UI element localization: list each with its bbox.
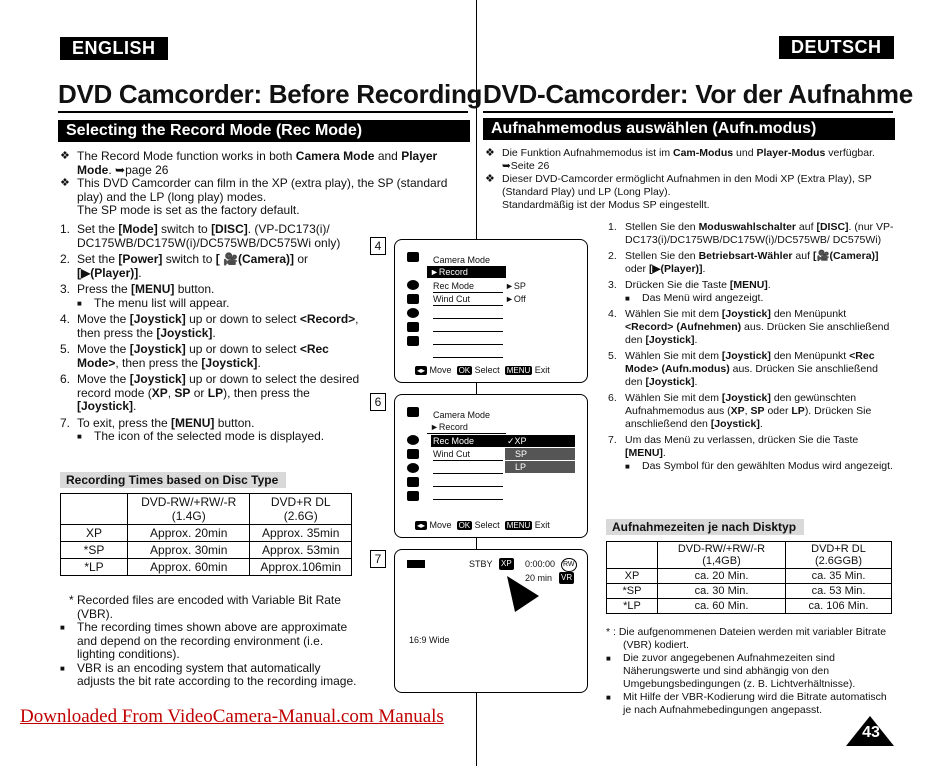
screen-step-6: 6: [370, 393, 386, 411]
record-icon: [407, 280, 419, 290]
section-title-en: Selecting the Record Mode (Rec Mode): [58, 120, 470, 142]
step-item: 4. Wählen Sie mit dem [Joystick] den Menüpunkt <Record> (Aufnehmen) aus. Drücken Sie anschließend den [Joystick].: [608, 308, 890, 346]
page-title-de: DVD-Camcorder: Vor der Aufnahme: [483, 79, 913, 109]
step-sub: ■ The menu list will appear.: [77, 297, 360, 311]
stby-label: STBY: [469, 559, 493, 569]
screen-step-4: 4: [370, 237, 386, 255]
settings-icon: [407, 477, 419, 487]
ok-icon: OK: [458, 366, 471, 375]
menu-line: [433, 344, 503, 345]
note-item: * Recorded files are encoded with Variable Bit Rate (VBR).: [69, 593, 341, 621]
rw-disc-icon: RW: [561, 558, 577, 572]
option-xp: ✓XP: [505, 435, 575, 447]
english-label: ENGLISH: [60, 37, 168, 60]
page-number: 43: [862, 724, 880, 741]
step-item: 7. Um das Menü zu verlassen, drücken Sie die Taste [MENU]. ■ Das Symbol für den gewählten Modus wird angezeigt.: [608, 434, 895, 473]
pointer-arrow-icon: [505, 574, 541, 614]
menu-icon: MENU: [506, 521, 531, 530]
recording-times-table-de: [606, 541, 892, 614]
camera-icon: [407, 407, 419, 417]
steps-de: [608, 221, 895, 476]
recording-times-table-en: [60, 493, 352, 576]
menu-item-rec-mode: Rec Mode: [433, 280, 503, 293]
intro-item: ❖ Dieser DVD-Camcorder ermöglicht Aufnahmen in den Modi XP (Extra Play), SP (Standard Play) und LP (Long Play). Standardmäßig ist der Modus SP eingestellt.: [485, 173, 885, 212]
step-item: 6. Wählen Sie mit dem [Joystick] den gewünschten Aufnahmemodus aus (XP, SP oder LP). Drücken Sie anschließend den [Joystick].: [608, 392, 872, 430]
download-link[interactable]: Downloaded From VideoCamera-Manual.com Manuals: [20, 706, 444, 727]
menu-line: [433, 331, 503, 332]
title-rule-de: [483, 111, 893, 113]
step-item: 1. Set the [Mode] switch to [DISC]. (VP-DC173(i)/ DC175WB/DC175W(i)/DC575WB/DC575Wi only): [60, 222, 341, 250]
menu-item-record: ►Record: [427, 266, 506, 278]
menu-line: [433, 357, 503, 358]
deutsch-label: DEUTSCH: [779, 36, 894, 59]
step-sub: ■ Das Symbol für den gewählten Modus wird angezeigt.: [625, 460, 895, 473]
gear-icon: [407, 491, 419, 501]
gear-icon: [407, 336, 419, 346]
step-item: 3. Drücken Sie die Taste [MENU]. ■ Das Menü wird angezeigt.: [608, 279, 895, 305]
table-row: *SP ca. 30 Min. ca. 53 Min.: [607, 584, 892, 599]
intro-item: ❖ This DVD Camcorder can film in the XP (extra play), the SP (standard play) and the LP (long play) modes. The SP mode is set as the factory default.: [60, 177, 455, 218]
step-sub: ■ Das Menü wird angezeigt.: [625, 292, 895, 305]
table-row: *LP ca. 60 Min. ca. 106 Min.: [607, 599, 892, 614]
intro-item: ❖ Die Funktion Aufnahmemodus ist im Cam-Modus und Player-Modus verfügbar. ➥Seite 26: [485, 147, 885, 173]
table-row: *LP Approx. 60min Approx.106min: [61, 559, 352, 576]
settings-icon: [407, 322, 419, 332]
step-item: 1. Stellen Sie den Moduswahlschalter auf [DISC]. (nur VP-DC173(i)/DC175WB/DC175W(i)/DC575WB/ DC575Wi): [608, 221, 894, 246]
time-counter: 0:00:00: [525, 559, 556, 569]
note-item: ■ Die zuvor angegebenen Aufnahmezeiten sind Näherungswerte und sind abhängig von den Umgebungsbedingungen (z. B. Lichtverhältnisse).: [606, 652, 896, 691]
menu-line: [433, 318, 503, 319]
recording-times-title-de: Aufnahmezeiten je nach Disktyp: [606, 519, 804, 535]
table-row: DVD-RW/+RW/-R (1.4G) DVD+R DL (2.6G): [61, 494, 352, 525]
xp-indicator: XP: [501, 559, 512, 568]
note-item: ■ VBR is an encoding system that automatically adjusts the bit rate according to the recording image.: [60, 662, 360, 689]
menu-item-wind-cut: Wind Cut: [433, 293, 503, 306]
record-icon: [407, 435, 419, 445]
option-sp: SP: [505, 448, 575, 460]
status-screen-7: [394, 549, 588, 693]
menu-line: [433, 473, 503, 474]
step-item: 5. Wählen Sie mit dem [Joystick] den Menüpunkt <Rec Mode> (Aufn.modus) aus. Drücken Sie anschließend den [Joystick].: [608, 350, 878, 388]
note-item: ■ Mit Hilfe der VBR-Kodierung wird die Bitrate automatisch je nach Aufnahmebedingungen angepasst.: [606, 691, 896, 717]
menu-item-wind-cut: Wind Cut: [433, 448, 503, 461]
menu-line: [433, 486, 503, 487]
menu-screen-4: [394, 239, 588, 383]
intro-de: [485, 147, 885, 212]
wide-label: 16:9 Wide: [409, 635, 450, 645]
menu-title: Camera Mode: [433, 255, 491, 265]
option-lp: LP: [505, 461, 575, 473]
table-row: XP Approx. 20min Approx. 35min: [61, 525, 352, 542]
camera-icon: [407, 252, 419, 262]
remaining-time: 20 min: [525, 573, 553, 583]
step-item: 4. Move the [Joystick] up or down to select <Record>, then press the [Joystick].: [60, 312, 359, 340]
step-item: 2. Stellen Sie den Betriebsart-Wähler auf [🎥(Camera)] oder [▶(Player)].: [608, 250, 879, 275]
menu-line: [433, 499, 503, 500]
note-item: * : Die aufgenommenen Dateien werden mit variabler Bitrate (VBR) kodiert.: [606, 626, 887, 651]
notes-de: [606, 626, 896, 717]
move-icon: ◂▸: [417, 366, 426, 375]
recording-times-title-en: Recording Times based on Disc Type: [60, 472, 286, 488]
step-item: 7. To exit, press the [MENU] button. ■ The icon of the selected mode is displayed.: [60, 417, 360, 444]
title-rule-en: [58, 111, 468, 113]
step-item: 6. Move the [Joystick] up or down to select the desired record mode (XP, SP or LP), then press the [Joystick].: [60, 372, 360, 413]
battery-icon: [407, 560, 425, 568]
photo-icon: [407, 449, 419, 459]
menu-title: Camera Mode: [433, 410, 491, 420]
disc-icon: [407, 308, 419, 318]
photo-icon: [407, 294, 419, 304]
menu-hints: ◂▸ Move OK Select MENU Exit: [417, 365, 550, 375]
notes-en: [60, 594, 360, 689]
menu-hints: ◂▸ Move OK Select MENU Exit: [417, 520, 550, 530]
page-title-en: DVD Camcorder: Before Recording: [58, 79, 483, 109]
steps-en: [60, 223, 360, 447]
vr-indicator: VR: [561, 573, 573, 582]
step-sub: ■ The icon of the selected mode is displayed.: [77, 430, 360, 444]
table-row: DVD-RW/+RW/-R (1,4GB) DVD+R DL (2.6GGB): [607, 542, 892, 569]
table-row: *SP Approx. 30min Approx. 53min: [61, 542, 352, 559]
section-title-de: Aufnahmemodus auswählen (Aufn.modus): [483, 118, 895, 140]
table-row: XP ca. 20 Min. ca. 35 Min.: [607, 569, 892, 584]
disc-icon: [407, 463, 419, 473]
intro-en: [60, 150, 455, 218]
step-item: 3. Press the [MENU] button. ■ The menu list will appear.: [60, 283, 360, 310]
move-icon: ◂▸: [417, 521, 426, 530]
note-item: ■ The recording times shown above are approximate and depend on the recording environment (i.e. lighting conditions).: [60, 621, 360, 662]
ok-icon: OK: [458, 521, 471, 530]
step-item: 5. Move the [Joystick] up or down to select <Rec Mode>, then press the [Joystick].: [60, 342, 329, 370]
intro-item: ❖ The Record Mode function works in both Camera Mode and Player Mode. ➥page 26: [60, 150, 455, 177]
menu-item-rec-mode: Rec Mode: [431, 435, 505, 447]
menu-item-record: ►Record: [427, 421, 506, 434]
wind-cut-value: ►Off: [505, 294, 526, 304]
step-item: 2. Set the [Power] switch to [ 🎥(Camera)] or [▶(Player)].: [60, 252, 309, 280]
menu-screen-6: [394, 394, 588, 538]
screen-step-7: 7: [370, 550, 386, 568]
rec-mode-value: ►SP: [505, 281, 526, 291]
menu-icon: MENU: [506, 366, 531, 375]
